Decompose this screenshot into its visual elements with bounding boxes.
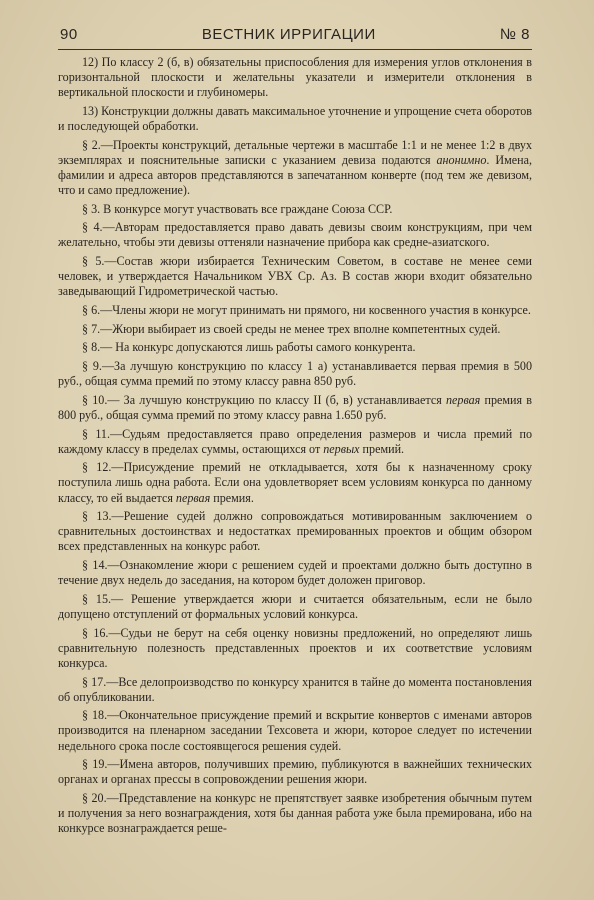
paragraph-text: § 8.— На конкурс допускаются лишь работы самого конкурента. [82, 340, 416, 355]
paragraph-text: премия. [210, 490, 254, 505]
paragraph [58, 791, 532, 836]
paragraph [58, 460, 532, 505]
journal-title: ВЕСТНИК ИРРИГАЦИИ [201, 26, 376, 43]
page-number: 90 [60, 26, 78, 43]
paragraph-text: § 12.—Присуждение премий не откладывается, хотя бы к назначенному сроку поступила лишь одна работа. Если она удовлетворяет всем условиям конкурса по данному классу, то ей выдается [58, 460, 532, 505]
paragraph [58, 509, 532, 554]
page-header [60, 26, 530, 48]
paragraph-text: § 16.—Судьи не берут на себя оценку новизны предложений, но определяют лишь сравнительную полезность представленных проектов и их соответствие условиям конкурса. [58, 625, 532, 670]
paragraph [58, 254, 532, 299]
paragraph [58, 303, 532, 318]
paragraph-text: 13) Конструкции должны давать максимальное уточнение и упрощение счета оборотов и последующей обработки. [58, 103, 532, 133]
paragraph [58, 340, 532, 355]
paragraph-text: § 20.—Представление на конкурс не препятствует заявке изобретения обычным путем и получения за него вознаграждения, хотя бы данная работа уже была премирована, ибо на конкурсе вознаграждается реше- [58, 791, 532, 836]
paragraph [58, 220, 532, 250]
paragraph-text: § 3. В конкурсе могут участвовать все граждане Союза ССР. [82, 201, 393, 216]
paragraph-text: премий. [359, 441, 405, 456]
paragraph-text: § 11.—Судьям предоставляется право определения размеров и числа премий по каждому классу в пределах суммы, остающихся от [58, 426, 532, 456]
paragraph-text: § 10.— За лучшую конструкцию по классу II (б, в) устанавливается [82, 392, 446, 407]
emphasis-text: первая [175, 490, 211, 505]
paragraph-text: . Имена, фамилии и адреса авторов представляются в запечатанном конверте (под тем же девизом, что и само предложение). [58, 152, 532, 197]
paragraph [58, 322, 532, 337]
paragraph-text: § 2.—Проекты конструкций, детальные чертежи в масштабе 1:1 и не менее 1:2 в двух экземплярах и пояснительные записки с указанием девиза подаются [58, 137, 532, 167]
paragraph-text: § 5.—Состав жюри избирается Техническим Советом, в составе не менее семи человек, и утверждается Начальником УВХ Ср. Аз. В состав жюри входит обязательно заведывающий Гидрометрической частью. [58, 254, 532, 299]
article-body [58, 55, 532, 840]
paragraph [58, 55, 532, 100]
emphasis-text: анонимно [436, 152, 487, 167]
paragraph-text: § 9.—За лучшую конструкцию по классу 1 а) устанавливается первая премия в 500 руб., общая сумма премий по этому классу равна 850 руб. [58, 359, 532, 389]
paragraph [58, 675, 532, 705]
paragraph [58, 592, 532, 622]
emphasis-text: первая [445, 392, 481, 407]
paragraph-text: § 17.—Все делопроизводство по конкурсу хранится в тайне до момента постановления об опубликовании. [58, 674, 532, 704]
paragraph [58, 626, 532, 671]
paragraph-text: премия в 800 руб., общая сумма премий по этому классу равна 1.650 руб. [58, 392, 532, 422]
paragraph [58, 393, 532, 423]
paragraph [58, 202, 532, 217]
paragraph-text: § 13.—Решение судей должно сопровождаться мотивированным заключением о сравнительных достоинствах и недостатках премированных проектов и общим обзором всех представленных на конкурс работ. [58, 509, 532, 554]
emphasis-text: первых [323, 441, 360, 456]
paragraph-text: § 14.—Ознакомление жюри с решением судей и проектами должно быть доступно в течение двух недель до заседания, на котором будет доложен приговор. [58, 558, 532, 588]
header-rule [58, 49, 532, 50]
paragraph [58, 708, 532, 753]
paragraph [58, 558, 532, 588]
paragraph [58, 138, 532, 198]
issue-number: № 8 [499, 26, 530, 43]
paragraph-text: § 18.—Окончательное присуждение премий и вскрытие конвертов с именами авторов производится на пленарном заседании Техсовета и жюри, которое следует по истечении недельного срока после состоявщегося решения судей. [58, 708, 532, 753]
paragraph [58, 359, 532, 389]
paragraph-text: 12) По классу 2 (б, в) обязательны приспособления для измерения углов отклонения в горизонтальной плоскости и желательны указатели и измерители отклонения в вертикальной плоскости и глубиномеры. [58, 55, 532, 100]
paragraph [58, 427, 532, 457]
paragraph [58, 757, 532, 787]
paragraph [58, 104, 532, 134]
paragraph-text: § 19.—Имена авторов, получивших премию, публикуются в важнейших технических органах и органах прессы в сопровождении решения жюри. [58, 757, 532, 787]
paragraph-text: § 6.—Члены жюри не могут принимать ни прямого, ни косвенного участия в конкурсе. [82, 302, 531, 317]
paragraph-text: § 15.— Решение утверждается жюри и считается обязательным, если не было допущено отступлений от формальных условий конкурса. [58, 591, 532, 621]
paragraph-text: § 7.—Жюри выбирает из своей среды не менее трех вполне компетентных судей. [82, 321, 501, 336]
paragraph-text: § 4.—Авторам предоставляется право давать девизы своим конструкциям, при чем желательно, чтобы эти девизы оттеняли назначение прибора как средне-азиатского. [58, 220, 532, 250]
